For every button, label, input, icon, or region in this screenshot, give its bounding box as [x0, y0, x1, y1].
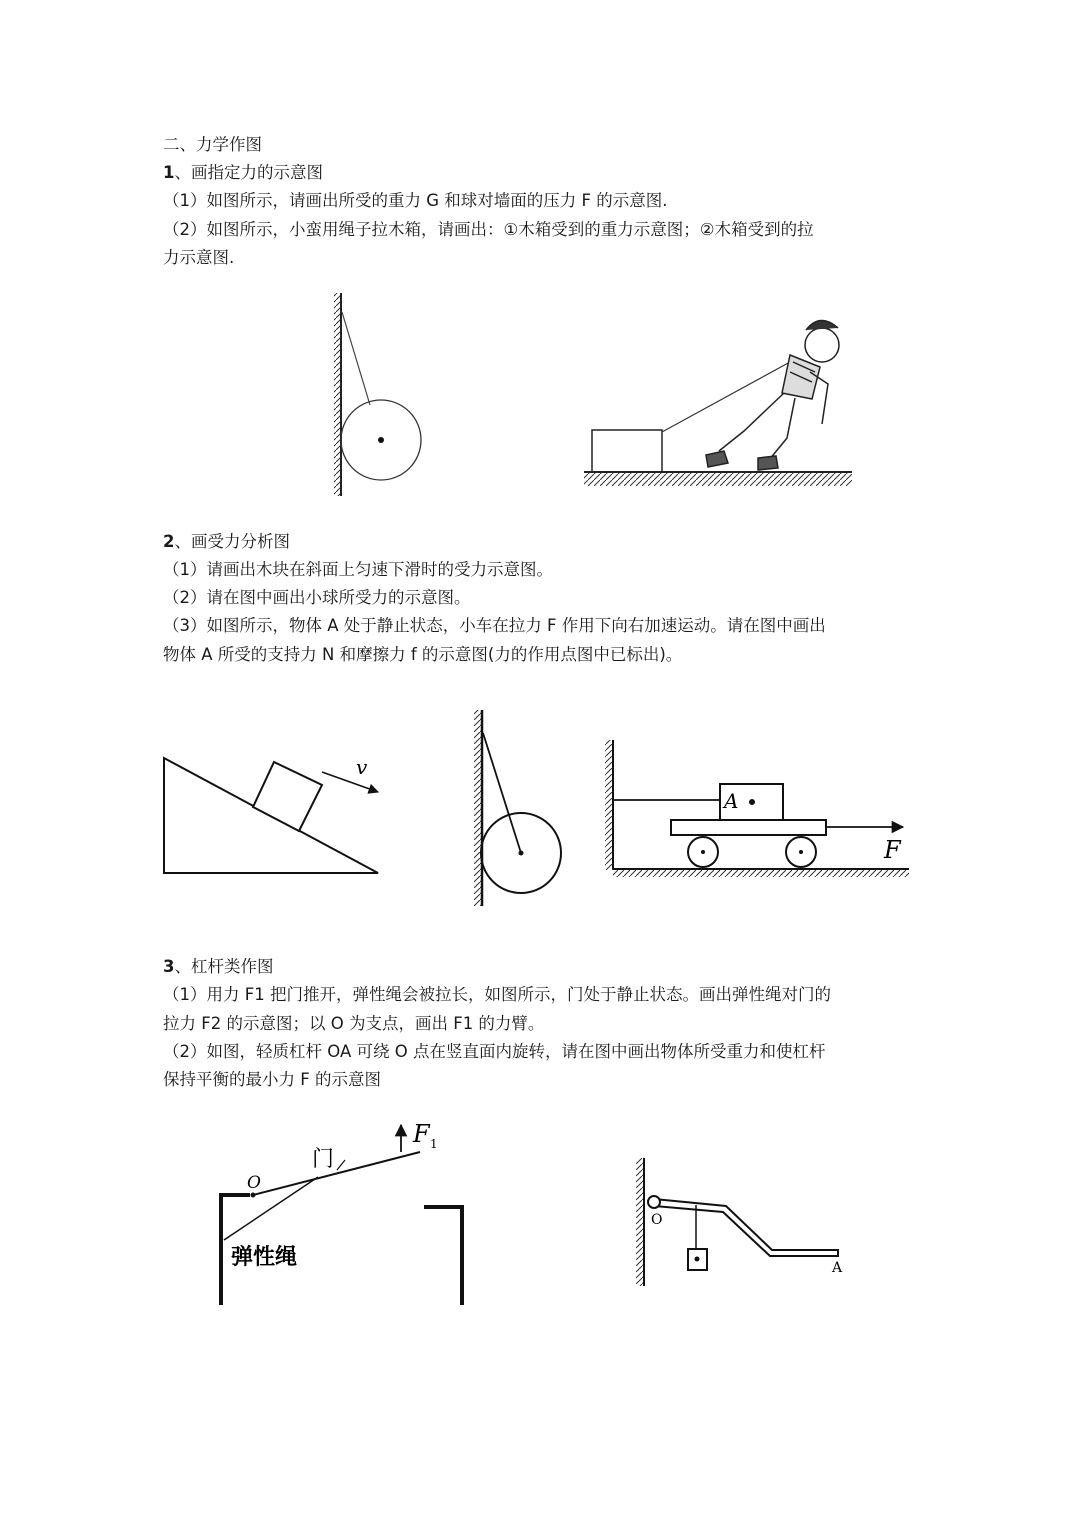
fig-ball-on-wall-1 — [334, 293, 421, 496]
fig-boy-pulling-box — [584, 320, 852, 486]
cart-body — [671, 820, 826, 835]
pivot-o-label: O — [651, 1212, 663, 1228]
ball-center — [519, 851, 524, 856]
ball-center — [378, 437, 384, 443]
pivot-o — [251, 1193, 256, 1198]
ground-hatch — [613, 869, 909, 877]
q2-item-1: （1）请画出木块在斜面上匀速下滑时的受力示意图。 — [163, 560, 553, 579]
q3-item-1: （1）用力 F1 把门推开，弹性绳会被拉长，如图所示，门处于静止状态。画出弹性绳对门的 — [163, 985, 831, 1004]
block-a-label: A — [724, 789, 739, 813]
pivot-o-label: O — [247, 1173, 261, 1193]
door-label: 门 — [312, 1147, 335, 1172]
q2-item-2: （2）请在图中画出小球所受力的示意图。 — [163, 588, 471, 607]
elastic-rope — [224, 1177, 318, 1240]
door — [253, 1152, 420, 1195]
q1-title: 、画指定力的示意图 — [174, 163, 323, 182]
q1-item-2: （2）如图所示，小蛮用绳子拉木箱，请画出：①木箱受到的重力示意图；②木箱受到的拉 — [163, 220, 814, 239]
fig-bent-lever — [636, 1158, 843, 1286]
q1-item-2-cont: 力示意图. — [163, 248, 235, 267]
force-f-label: F — [884, 836, 901, 864]
rope — [342, 312, 370, 405]
q1-item-1: （1）如图所示，请画出所受的重力 G 和球对墙面的压力 F 的示意图. — [163, 191, 668, 210]
q3-item-1-cont: 拉力 F2 的示意图；以 O 为支点，画出 F1 的力臂。 — [163, 1014, 545, 1033]
weight-center — [695, 1257, 700, 1262]
fig-block-on-incline — [164, 755, 378, 873]
pivot-o — [648, 1196, 660, 1208]
section-title: 二、力学作图 — [163, 135, 262, 154]
ground-hatch — [584, 472, 852, 486]
fig-ball-on-wall-2 — [474, 710, 561, 906]
elastic-rope-label: 弹性绳 — [231, 1244, 298, 1270]
q2-item-3-cont: 物体 A 所受的支持力 N 和摩擦力 f 的示意图(力的作用点图中已标出)。 — [163, 645, 683, 664]
q3-number: 3 — [163, 957, 175, 976]
pull-rope — [662, 362, 790, 432]
q1-number: 1 — [163, 163, 175, 182]
q3-item-2-cont: 保持平衡的最小力 F 的示意图 — [163, 1070, 381, 1089]
q2-item-3: （3）如图所示，物体 A 处于静止状态，小车在拉力 F 作用下向右加速运动。请在图中画出 — [163, 616, 826, 635]
q3-title: 、杠杆类作图 — [174, 957, 274, 976]
wooden-box — [592, 430, 662, 472]
f1-label: F — [413, 1120, 430, 1148]
velocity-arrow — [322, 772, 378, 792]
end-a-label: A — [832, 1260, 843, 1276]
velocity-label: v — [356, 755, 368, 779]
wooden-block — [253, 762, 322, 831]
wall-hatch — [636, 1158, 644, 1286]
q2-number: 2 — [163, 532, 175, 551]
wall-hatch — [334, 293, 341, 496]
q3-item-2: （2）如图，轻质杠杆 OA 可绕 O 点在竖直面内旋转，请在图中画出物体所受重力和使杠杆 — [163, 1042, 826, 1061]
f1-subscript: 1 — [430, 1137, 438, 1151]
wall-hatch — [605, 740, 613, 870]
lever-oa — [654, 1199, 838, 1256]
boy-figure — [706, 320, 839, 470]
fig-door-elastic-rope — [221, 1120, 462, 1305]
fig-cart-with-block — [605, 740, 909, 877]
door-label-leader — [337, 1160, 345, 1170]
block-a-point — [749, 799, 755, 805]
q2-title: 、画受力分析图 — [174, 532, 290, 551]
door-frame-right — [424, 1207, 462, 1305]
rope — [483, 733, 521, 853]
